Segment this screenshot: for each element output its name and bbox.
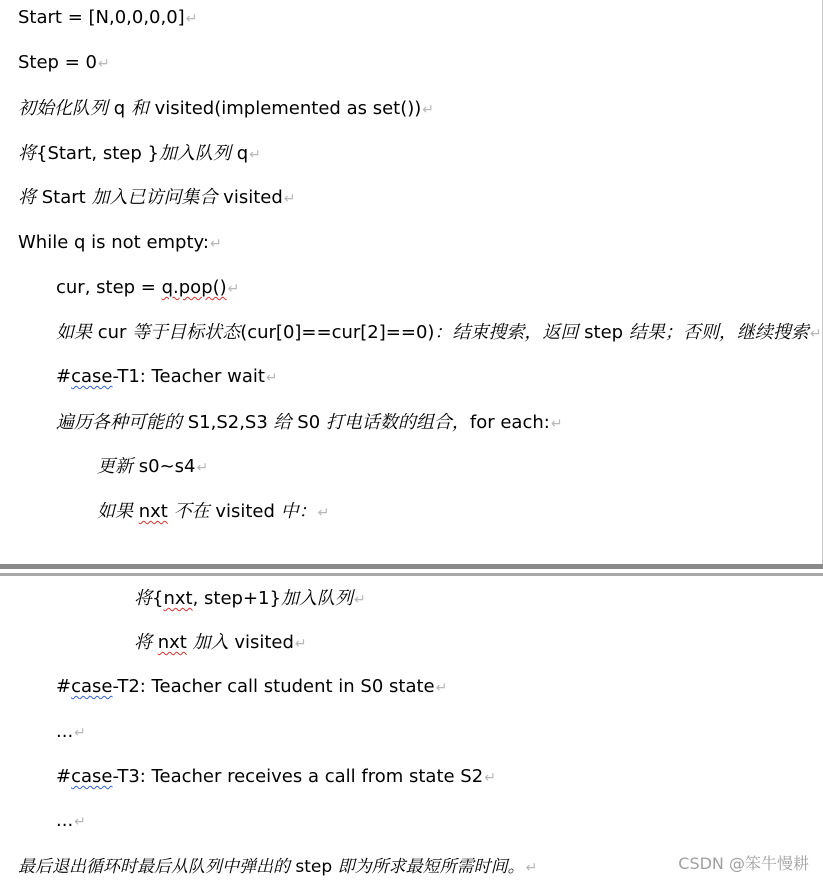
page-break-divider-lower <box>0 573 823 576</box>
cjk-text: 加入队列 <box>280 588 353 609</box>
code-text: q <box>236 143 249 164</box>
line-enqueue-start <box>18 143 261 166</box>
code-text: Step = 0 <box>18 52 97 73</box>
cjk-text: ：结束搜索，返回 <box>434 322 585 343</box>
cjk-text: 即为所求最短所需时间。 <box>332 857 525 877</box>
cjk-text: 和 <box>125 98 155 119</box>
code-text: visited <box>234 632 294 653</box>
line-case-t1 <box>56 366 278 389</box>
code-text: step <box>295 857 333 877</box>
code-text: Start <box>41 187 86 208</box>
line-add-visited <box>18 187 296 210</box>
paragraph-mark-icon: ↵ <box>209 236 222 252</box>
code-text: # <box>56 676 72 697</box>
paragraph-mark-icon: ↵ <box>809 326 822 342</box>
paragraph-mark-icon: ↵ <box>294 636 307 652</box>
paragraph-mark-icon: ↵ <box>422 102 435 118</box>
paragraph-mark-icon: ↵ <box>97 56 110 72</box>
paragraph-mark-icon: ↵ <box>435 680 448 696</box>
code-text: s0~s4 <box>138 456 196 477</box>
line-case-t2 <box>56 676 447 699</box>
line-start <box>18 7 197 30</box>
cjk-text: 加入已访问集合 <box>85 187 224 208</box>
code-text: visited <box>223 187 283 208</box>
cjk-text: 中： <box>274 501 317 522</box>
code-text: visited(implemented as set()) <box>154 98 422 119</box>
code-text: Start = [N,0,0,0,0] <box>18 7 185 28</box>
code-text: While q is not empty: <box>18 232 209 253</box>
code-text: S1,S2,S3 <box>187 412 268 433</box>
paragraph-mark-icon: ↵ <box>74 814 86 830</box>
code-text: # <box>56 766 72 787</box>
cjk-text: 等于目标状态 <box>126 322 241 343</box>
code-text: {Start, step } <box>36 143 159 164</box>
cjk-text: 遍历各种可能的 <box>56 412 188 433</box>
spell-underlined-text: nxt <box>138 501 168 522</box>
line-check-goal <box>56 322 822 345</box>
line-if-not-visited <box>97 501 329 524</box>
line-pop <box>56 277 239 300</box>
grammar-underlined-text: case <box>71 766 113 787</box>
cjk-text: 打电话数的组合， <box>320 412 470 433</box>
cjk-text: 结果；否则，继续搜索 <box>623 322 809 343</box>
code-text: cur <box>97 322 127 343</box>
paragraph-mark-icon: ↵ <box>353 592 366 608</box>
watermark: CSDN @笨牛慢耕 <box>678 854 809 873</box>
code-text: visited <box>215 501 275 522</box>
code-text: S0 <box>297 412 321 433</box>
paragraph-mark-icon: ↵ <box>265 370 278 386</box>
paragraph-mark-icon: ↵ <box>249 147 261 163</box>
cjk-text: 将 <box>134 632 158 653</box>
cjk-text: 加入 <box>186 632 235 653</box>
cjk-text: 如果 <box>97 501 139 522</box>
grammar-underlined-text: case <box>71 676 113 697</box>
code-text: , step+1} <box>192 588 281 609</box>
code-text: -T1: Teacher wait <box>112 366 265 387</box>
cjk-text: 不在 <box>167 501 216 522</box>
cjk-text: 加入队列 <box>158 143 237 164</box>
code-text: ... <box>56 810 74 831</box>
paragraph-mark-icon: ↵ <box>196 460 209 476</box>
spell-underlined-text: nxt <box>157 632 187 653</box>
line-while <box>18 232 222 255</box>
code-text: { <box>152 588 164 609</box>
line-add-next-visited <box>134 632 307 655</box>
cjk-text: 将 <box>18 143 36 164</box>
spell-underlined-text: q.pop() <box>161 277 227 298</box>
line-step <box>18 52 110 75</box>
code-text: -T2: Teacher call student in S0 state <box>112 676 435 697</box>
paragraph-mark-icon: ↵ <box>550 416 563 432</box>
line-iterate <box>56 412 563 435</box>
line-enqueue-next <box>134 588 366 611</box>
code-text: -T3: Teacher receives a call from state S2 <box>112 766 484 787</box>
paragraph-mark-icon: ↵ <box>185 11 198 27</box>
cjk-text: 更新 <box>97 456 139 477</box>
cjk-text: 将 <box>134 588 152 609</box>
cjk-text: 给 <box>267 412 298 433</box>
cjk-text: 将 <box>18 187 42 208</box>
paragraph-mark-icon: ↵ <box>74 725 86 741</box>
line-conclusion <box>18 856 537 879</box>
line-ellipsis-1 <box>56 721 86 744</box>
cjk-text: 最后退出循环时最后从队列中弹出的 <box>18 857 296 877</box>
line-case-t3 <box>56 766 496 789</box>
paragraph-mark-icon: ↵ <box>484 770 496 786</box>
code-text: for each: <box>469 412 550 433</box>
cjk-text: 如果 <box>56 322 98 343</box>
paragraph-mark-icon: ↵ <box>525 860 538 876</box>
code-text: (cur[0]==cur[2]==0) <box>240 322 435 343</box>
line-ellipsis-2 <box>56 810 86 833</box>
code-text: step <box>584 322 624 343</box>
code-text: ... <box>56 721 74 742</box>
code-text: cur, step = <box>56 277 162 298</box>
line-init-queue <box>18 98 434 121</box>
grammar-underlined-text: case <box>71 366 113 387</box>
code-text: q <box>113 98 126 119</box>
line-update <box>97 456 208 479</box>
cjk-text: 初始化队列 <box>18 98 114 119</box>
paragraph-mark-icon: ↵ <box>283 191 296 207</box>
code-text: # <box>56 366 72 387</box>
spell-underlined-text: nxt <box>163 588 193 609</box>
paragraph-mark-icon: ↵ <box>317 505 330 521</box>
paragraph-mark-icon: ↵ <box>227 281 240 297</box>
